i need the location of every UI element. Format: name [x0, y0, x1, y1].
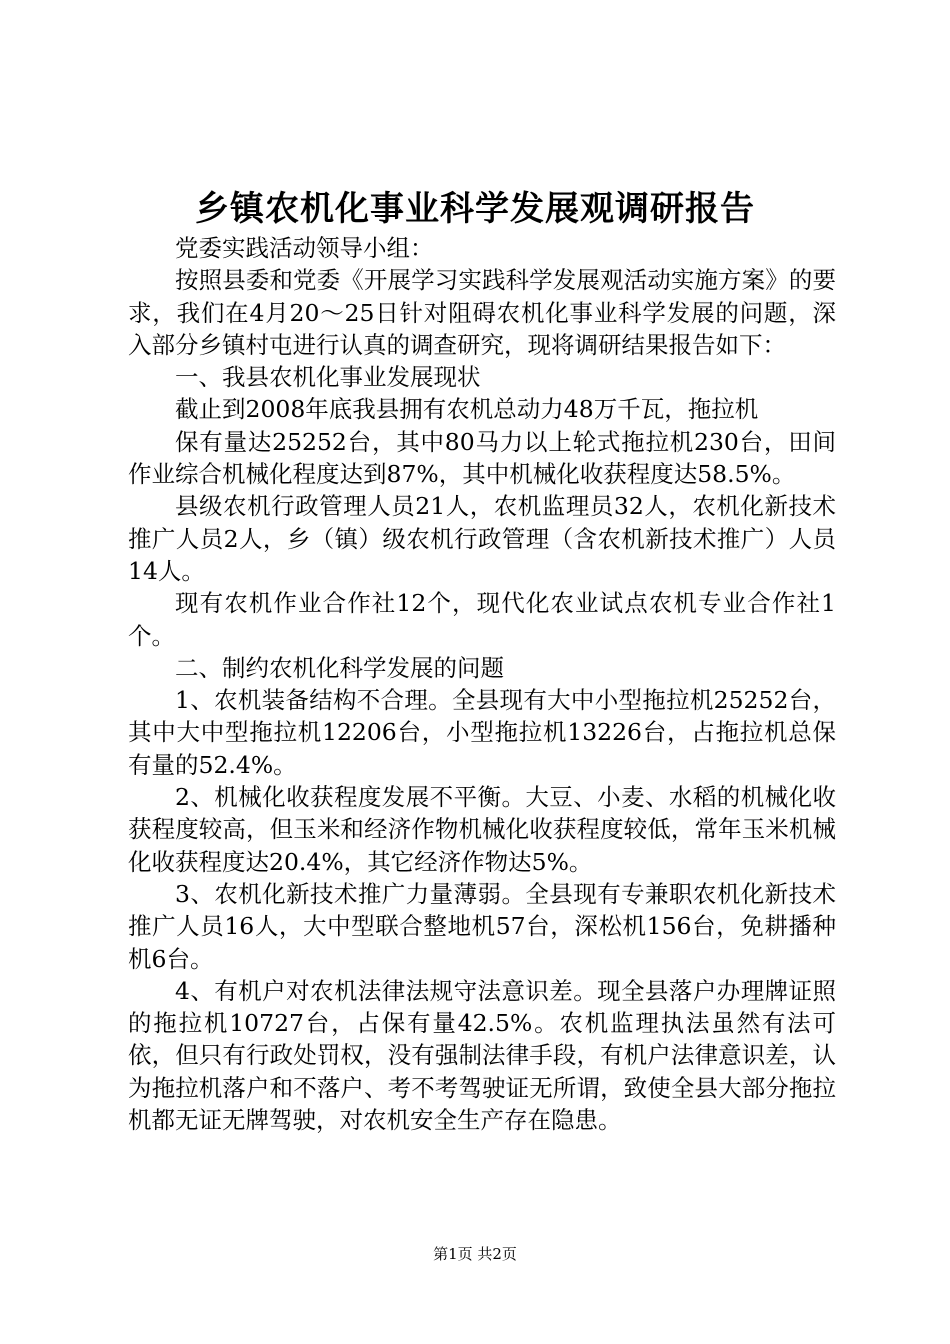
status-paragraph-3: 县级农机行政管理人员21人，农机监理员32人，农机化新技术推广人员2人，乡（镇）级农机行政管理（含农机新技术推广）人员14人。: [128, 492, 836, 585]
salutation-paragraph: 党委实践活动领导小组：: [175, 234, 434, 262]
problem-paragraph-3: 3、农机化新技术推广力量薄弱。全县现有专兼职农机化新技术推广人员16人，大中型联合整地机57台，深松机156台，免耕播种机6台。: [128, 879, 836, 973]
problem-paragraph-1: 1、农机装备结构不合理。全县现有大中小型拖拉机25252台，其中大中型拖拉机12206台，小型拖拉机13226台，占拖拉机总保有量的52.4%。: [128, 686, 836, 779]
intro-paragraph: 按照县委和党委《开展学习实践科学发展观活动实施方案》的要求，我们在4月20～25日针对阻碍农机化事业科学发展的问题，深入部分乡镇村屯进行认真的调查研究，现将调研结果报告如下：: [128, 266, 836, 359]
problem-paragraph-4: 4、有机户对农机法律法规守法意识差。现全县落户办理牌证照的拖拉机10727台，占保有量42.5%。农机监理执法虽然有法可依，但只有行政处罚权，没有强制法律手段，有机户法律意识差，认为拖拉机落户和不落户、考不考驾驶证无所谓，致使全县大部分拖拉机都无证无牌驾驶，对农机安全生产存在隐患。: [128, 976, 836, 1135]
status-paragraph-4: 现有农机作业合作社12个，现代化农业试点农机专业合作社1个。: [128, 589, 836, 650]
status-paragraph-2: 保有量达25252台，其中80马力以上轮式拖拉机230台，田间作业综合机械化程度达到87%，其中机械化收获程度达58.5%。: [128, 427, 836, 489]
page-footer: 第1页 共2页: [433, 1245, 517, 1263]
status-paragraph-1: 截止到2008年底我县拥有农机总动力48万千瓦，拖拉机: [175, 395, 759, 424]
document-title: 乡镇农机化事业科学发展观调研报告: [195, 189, 755, 229]
section-heading-2: 二、制约农机化科学发展的问题: [175, 653, 504, 682]
problem-paragraph-2: 2、机械化收获程度发展不平衡。大豆、小麦、水稻的机械化收获程度较高，但玉米和经济作物机械化收获程度较低，常年玉米机械化收获程度达20.4%，其它经济作物达5%。: [128, 783, 836, 876]
document-body: [128, 232, 836, 1136]
section-heading-1: 一、我县农机化事业发展现状: [175, 363, 481, 392]
